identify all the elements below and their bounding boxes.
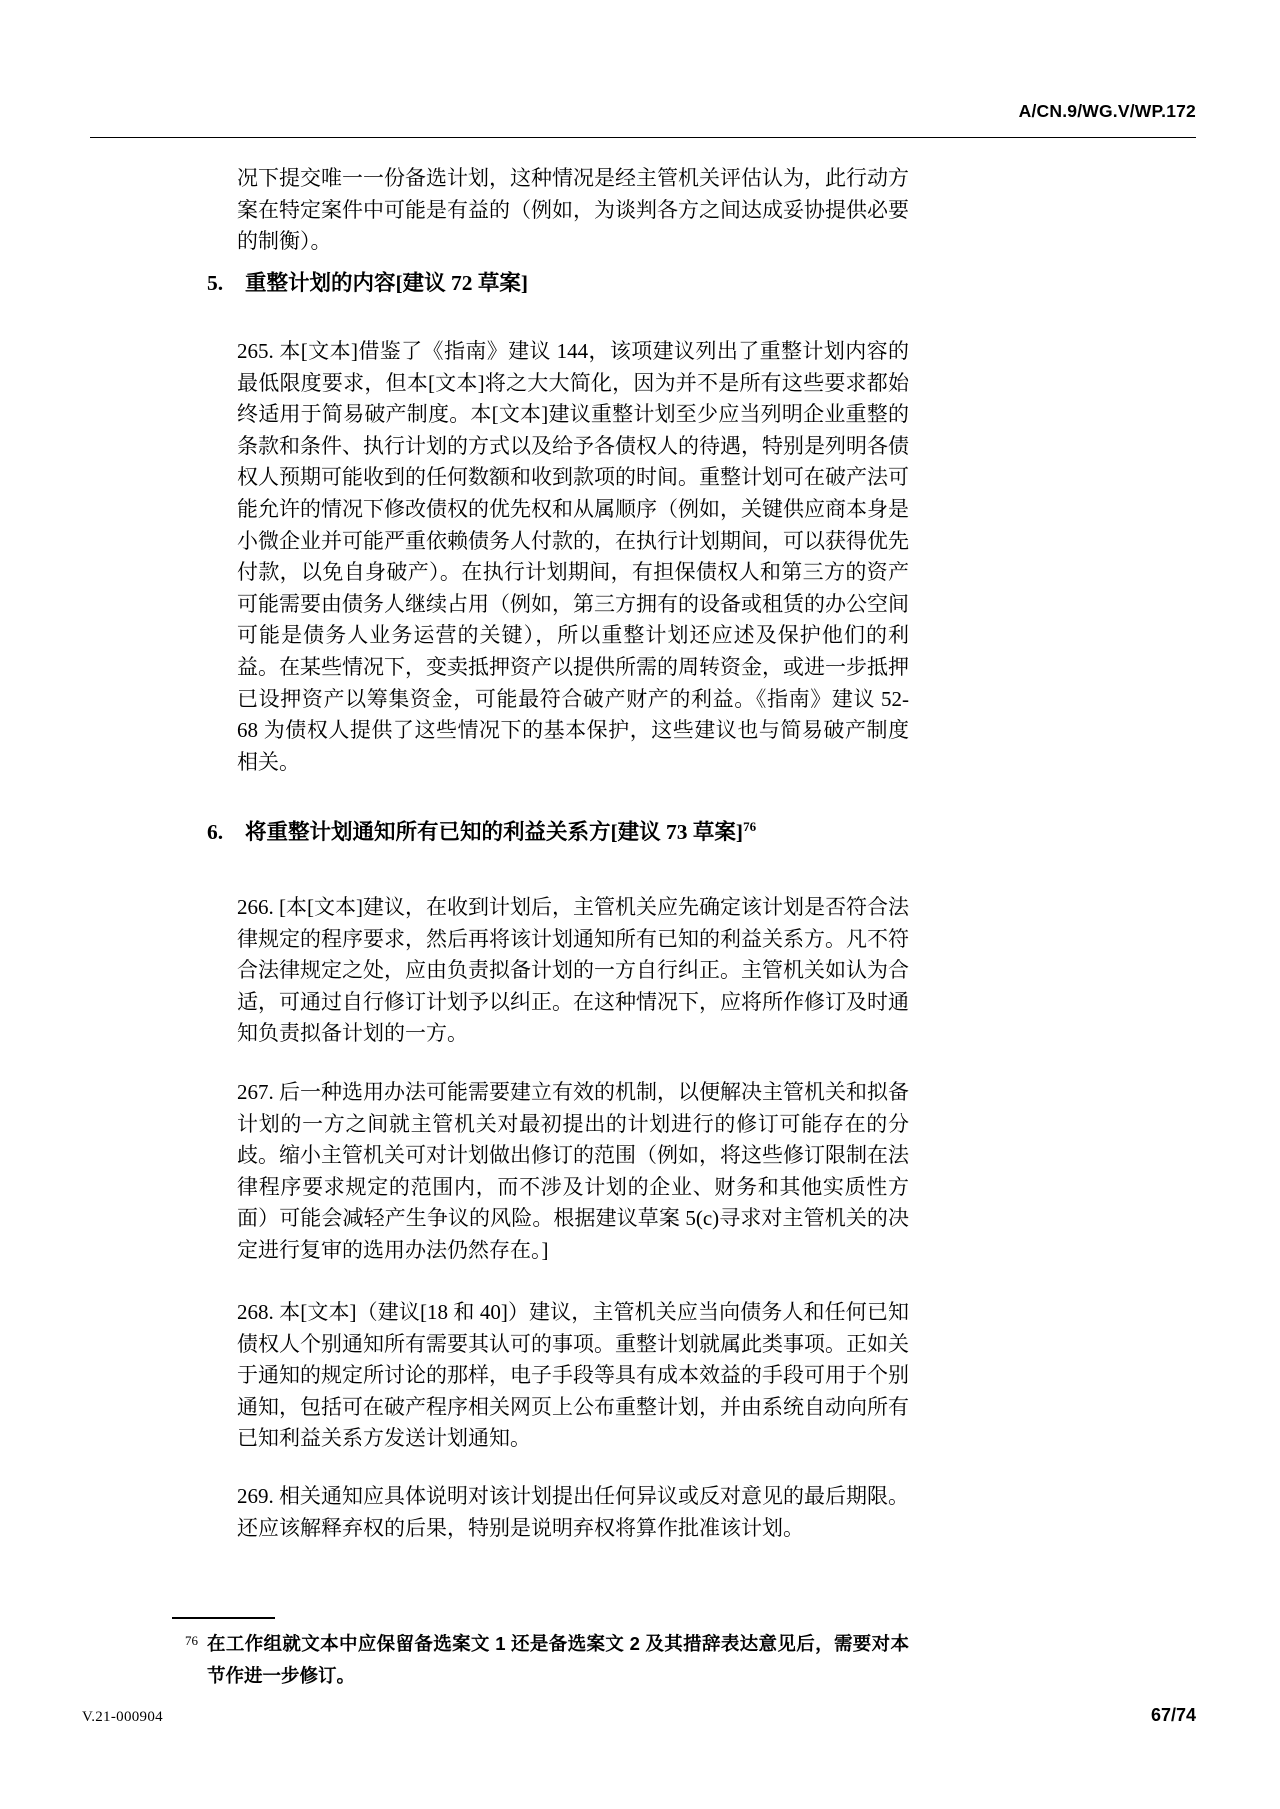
section-number: 6. bbox=[207, 820, 224, 844]
paragraph-266: 266. [本[文本]建议，在收到计划后，主管机关应先确定该计划是否符合法律规定的程序要求，然后再将该计划通知所有已知的利益关系方。凡不符合法律规定之处，应由负责拟备计划的一方自行纠正。主管机关如认为合适，可通过自行修订计划予以纠正。在这种情况下，应将所作修订及时通知负责拟备计划的一方。 bbox=[237, 895, 909, 1046]
header-rule bbox=[90, 137, 1196, 138]
paragraph-268: 268. 本[文本]（建议[18 和 40]）建议，主管机关应当向债务人和任何已知债权人个别通知所有需要其认可的事项。重整计划就属此类事项。正如关于通知的规定所讨论的那样，电子手段等具有成本效益的手段可用于个别通知，包括可在破产程序相关网页上公布重整计划，并由系统自动向所有已知利益关系方发送计划通知。 bbox=[237, 1300, 909, 1451]
paragraph-269: 269. 相关通知应具体说明对该计划提出任何异议或反对意见的最后期限。还应该解释弃权的后果，特别是说明弃权将算作批准该计划。 bbox=[237, 1484, 909, 1540]
footnote-marker: 76 bbox=[185, 1633, 198, 1648]
paragraph-265: 265. 本[文本]借鉴了《指南》建议 144，该项建议列出了重整计划内容的最低限度要求，但本[文本]将之大大简化，因为并不是所有这些要求都始终适用于简易破产制度。本[文本]建议重整计划至少应当列明企业重整的条款和条件、执行计划的方式以及给予各债权人的待遇，特别是列明各债权人预期可能收到的任何数额和收到款项的时间。重整计划可在破产法可能允许的情况下修改债权的优先权和从属顺序（例如，关键供应商本身是小微企业并可能严重依赖债务人付款的，在执行计划期间，可以获得优先付款，以免自身破产）。在执行计划期间，有担保债权人和第三方的资产可能需要由债务人继续占用（例如，第三方拥有的设备或租赁的办公空间可能是债务人业务运营的关键），所以重整计划还应述及保护他们的利益。在某些情况下，变卖抵押资产以提供所需的周转资金，或进一步抵押已设押资产以筹集资金，可能最符合破产财产的利益。《指南》建议 52-68 为债权人提供了这些情况下的基本保护，这些建议也与简易破产制度相关。 bbox=[237, 339, 909, 774]
section-title-text: 将重整计划通知所有已知的利益关系方[建议 73 草案] bbox=[245, 820, 744, 844]
document-symbol: A/CN.9/WG.V/WP.172 bbox=[1018, 101, 1196, 121]
footer-document-number: V.21-000904 bbox=[82, 1709, 163, 1725]
footnote-reference: 76 bbox=[743, 818, 757, 834]
footnote-76 bbox=[185, 1628, 909, 1692]
footnote-text: 在工作组就文本中应保留备选案文 1 还是备选案文 2 及其措辞表达意见后，需要对本节作进一步修订。 bbox=[207, 1633, 909, 1686]
section-number: 5. bbox=[207, 271, 224, 295]
paragraph-267: 267. 后一种选用办法可能需要建立有效的机制，以便解决主管机关和拟备计划的一方之间就主管机关对最初提出的计划进行的修订可能存在的分歧。缩小主管机关可对计划做出修订的范围（例如，将这些修订限制在法律程序要求规定的范围内，而不涉及计划的企业、财务和其他实质性方面）可能会减轻产生争议的风险。根据建议草案 5(c)寻求对主管机关的决定进行复审的选用办法仍然存在。] bbox=[237, 1080, 909, 1262]
paragraph-continuation: 况下提交唯一一份备选计划，这种情况是经主管机关评估认为，此行动方案在特定案件中可能是有益的（例如，为谈判各方之间达成妥协提供必要的制衡）。 bbox=[237, 166, 909, 254]
section-title: 重整计划的内容[建议 72 草案] bbox=[245, 271, 529, 295]
section-heading-5 bbox=[207, 268, 912, 298]
section-heading-6 bbox=[207, 817, 912, 847]
section-title bbox=[245, 817, 756, 847]
footer-page-number: 67/74 bbox=[1150, 1705, 1196, 1725]
footnote-separator-rule bbox=[172, 1617, 275, 1619]
